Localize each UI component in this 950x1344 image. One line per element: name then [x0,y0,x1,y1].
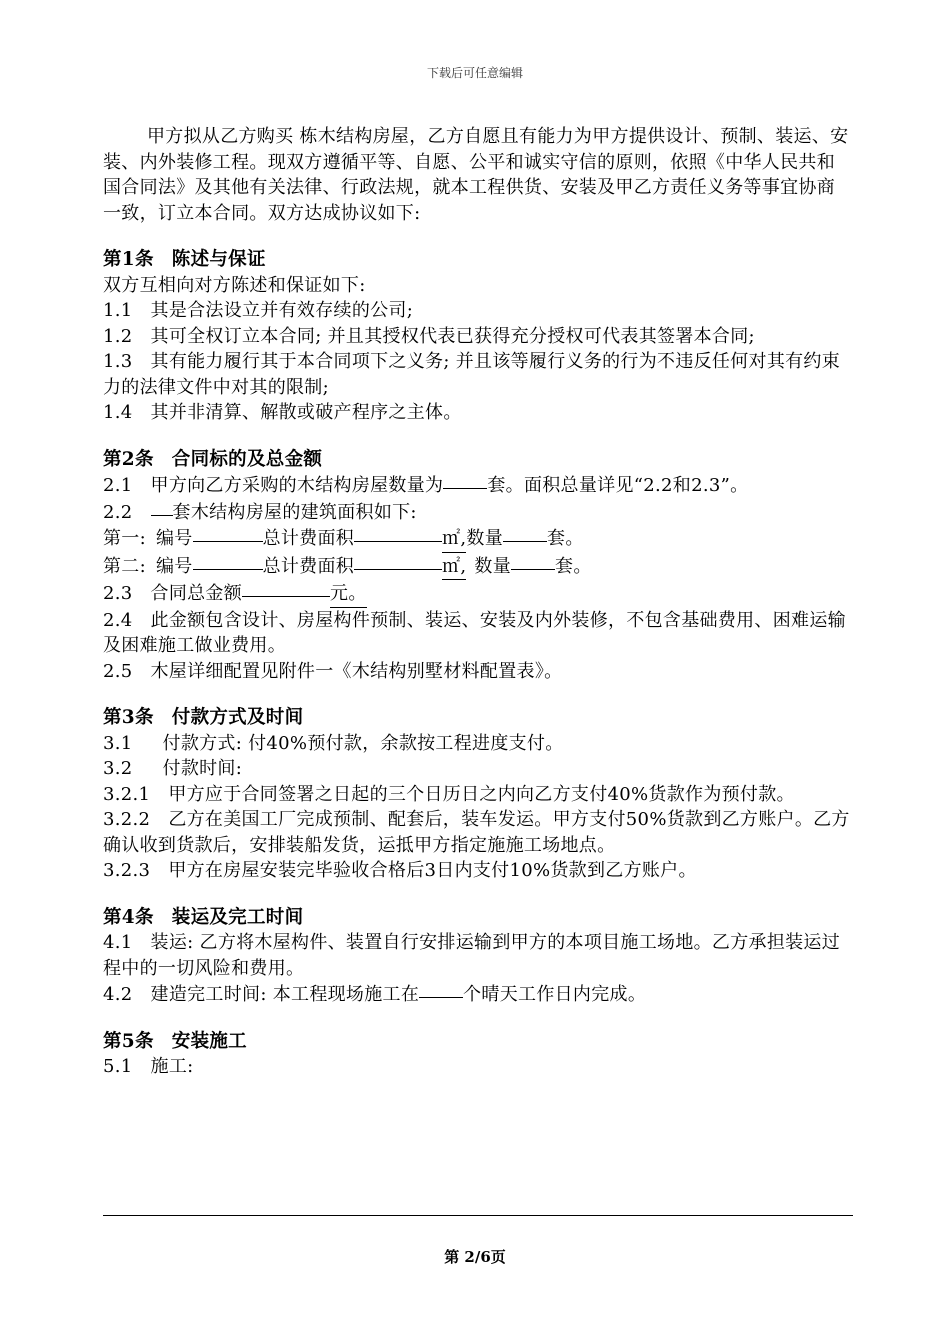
blank-number-2[interactable] [193,551,263,570]
clause-1-4: 1.4 其并非清算、解散或破产程序之主体。 [103,402,462,423]
page-number: 第 2/6页 [444,1248,506,1266]
section-4-heading: 第4条 装运及完工时间 [103,906,304,928]
intro-paragraph: 甲方拟从乙方购买 栋木结构房屋，乙方自愿且有能力为甲方提供设计、预制、装运、安装、内外装修工程。现双方遵循平等、自愿、公平和诚实守信的原则，依照《中华人民共和国合同法》及其他有关法律、行政法规，就本工程供货、安装及甲乙方责任义务等事宜协商一致，订立本合同。双方达成协议如下: [103,126,849,224]
area-row-1: 第一: 编号 总计费面积 ㎡,数量 套。 [103,525,853,553]
clause-3-1: 3.1 付款方式: 付40%预付款，余款按工程进度支付。 [103,732,564,754]
blank-area-1[interactable] [354,523,442,542]
clause-3-2-2: 3.2.2 乙方在美国工厂完成预制、配套后，装车发运。甲方支付50%货款到乙方账户。乙方确认收到货款后，安排装船发货，运抵甲方指定施施工场地点。 [103,809,850,856]
clause-5-1: 5.1 施工: [103,1056,194,1077]
blank-total-amount[interactable] [242,578,330,597]
blank-area-2[interactable] [354,551,442,570]
section-1-lead: 双方互相向对方陈述和保证如下: [103,274,366,296]
section-1-heading: 第1条 陈述与保证 [103,249,266,270]
clause-1-3: 1.3 其有能力履行其于本合同项下之义务; 并且该等履行义务的行为不违反任何对其有约束力的法律文件中对其的限制; [103,351,841,398]
footer-divider [103,1215,853,1216]
clause-3-2: 3.2 付款时间: [103,758,243,779]
clause-2-4: 2.4 此金额包含设计、房屋构件预制、装运、安装及内外装修，不包含基础费用、困难运输及困难施工做业费用。 [103,609,846,656]
page-header-note: 下载后可任意编辑 [426,66,523,80]
clause-2-1: 2.1 甲方向乙方采购的木结构房屋数量为 套。面积总量详见“2.2和2.3”。 [103,472,853,499]
clause-4-1: 4.1 装运: 乙方将木屋构件、装置自行安排运输到甲方的本项目施工场地。乙方承担装运过程中的一切风险和费用。 [103,932,841,979]
area-row-2: 第二: 编号 总计费面积 ㎡, 数量 套。 [103,553,853,581]
clause-3-2-1: 3.2.1 甲方应于合同签署之日起的三个日历日之内向乙方支付40%货款作为预付款。 [103,783,795,805]
blank-workdays[interactable] [419,979,463,998]
clause-2-3: 2.3 合同总金额 元。 [103,580,853,608]
blank-set-count[interactable] [151,497,173,516]
blank-count-1[interactable] [503,523,547,542]
clause-2-5: 2.5 木屋详细配置见附件一《木结构别墅材料配置表》。 [103,660,563,682]
contract-body [103,124,853,1080]
section-5-heading: 第5条 安装施工 [103,1030,247,1052]
clause-1-1: 1.1 其是合法设立并有效存续的公司; [103,300,414,321]
clause-1-2: 1.2 其可全权订立本合同; 并且其授权代表已获得充分授权可代表其签署本合同; [103,325,755,347]
section-2-heading: 第2条 合同标的及总金额 [103,448,323,470]
section-3-heading: 第3条 付款方式及时间 [103,707,304,728]
clause-3-2-3: 3.2.3 甲方在房屋安装完毕验收合格后3日内支付10%货款到乙方账户。 [103,860,697,881]
blank-number-1[interactable] [193,523,263,542]
blank-count-2[interactable] [511,551,555,570]
clause-4-2: 4.2 建造完工时间: 本工程现场施工在 个晴天工作日内完成。 [103,981,853,1008]
blank-quantity[interactable] [443,470,487,489]
clause-2-2: 2.2 套木结构房屋的建筑面积如下: [103,499,853,526]
